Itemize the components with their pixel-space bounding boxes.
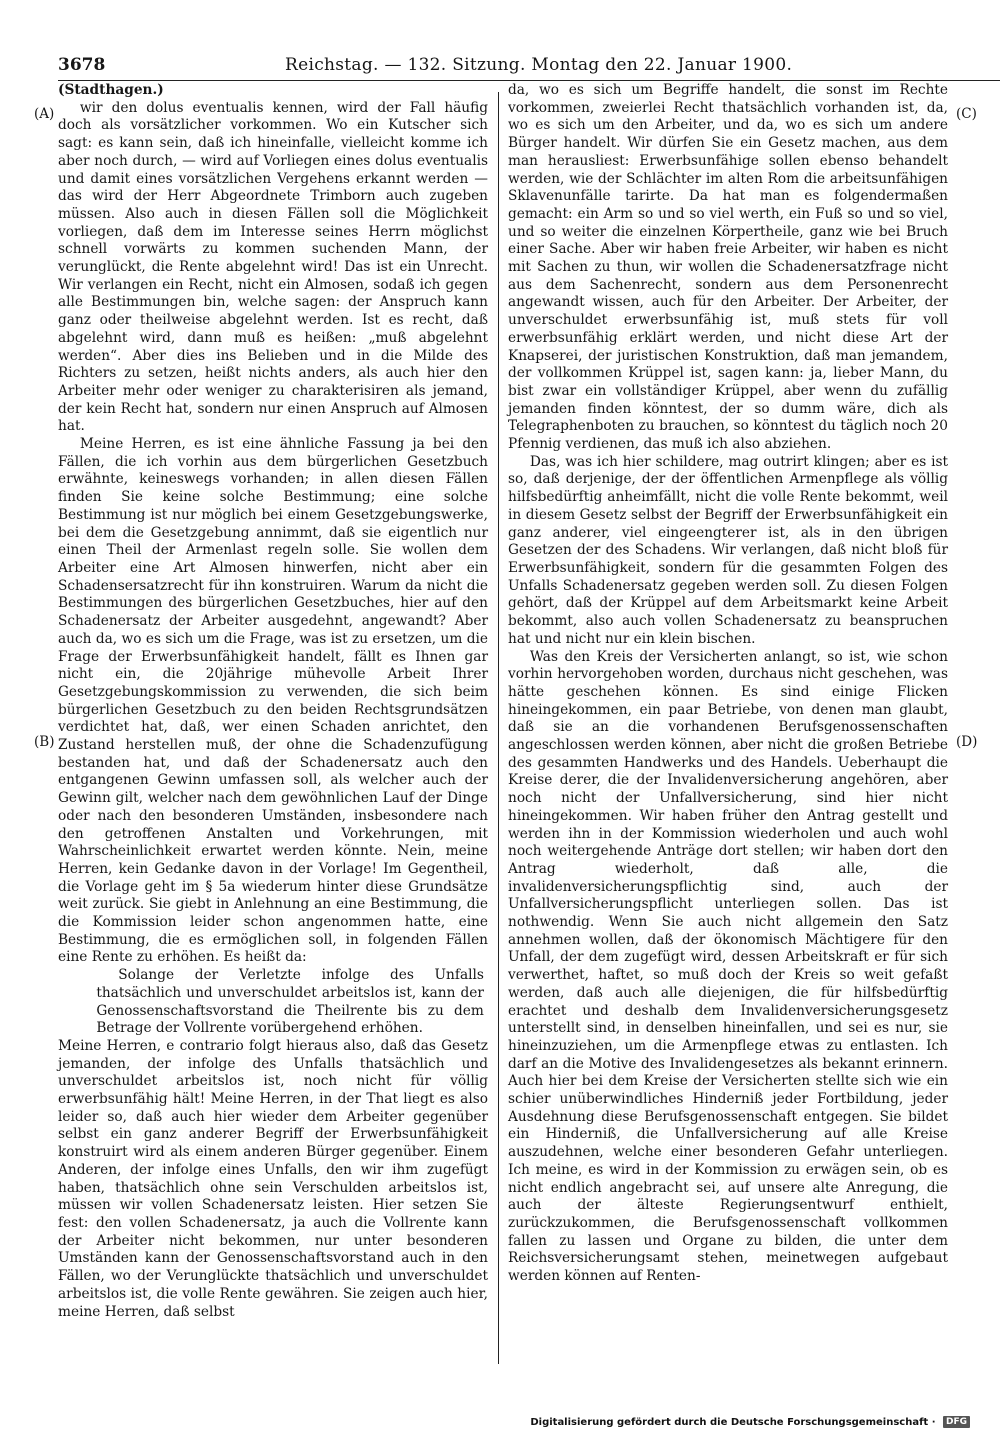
left-column xyxy=(58,82,488,1321)
block-quote: Solange der Verletzte infolge des Unfalls thatsächlich und unverschuldet arbeitslos ist, kann der Genossenschaftsvorstand die Theilrente bis zu dem Betrage der Vollrente vorübergehend erhöhen. xyxy=(96,967,484,1037)
header-rule xyxy=(58,80,1000,81)
margin-marker-b: (B) xyxy=(34,734,55,750)
running-title: Reichstag. — 132. Sitzung. Montag den 22. Januar 1900. xyxy=(285,55,793,75)
right-paragraph: Was den Kreis der Versicherten anlangt, so ist, wie schon vorhin hervorgehoben worden, durchaus nicht geschehen, was hätte geschehen können. Es sind einige Flicken hineingekommen, ein paar Betriebe, von denen man glaubt, daß sie an die vorhandenen Berufsgenossenschaften angeschlossen werden können, aber nicht die großen Betriebe des gesammten Handwerks und des Handels. Ueberhaupt die Kreise derer, die der Invalidenversicherung angehören, aber noch nicht der Unfallversicherung, sind hier nicht hineingekommen. Wir haben früher den Antrag gestellt und werden ihn in der Kommission wiederholen und auch wohl noch weitergehende Anträge dort stellen; wir haben dort den Antrag wiederholt, daß alle, die invalidenversicherungspflichtig sind, auch der Unfallversicherungspflicht unterliegen sollen. Das ist nothwendig. Wenn Sie auch nicht allgemein den Satz annehmen wollen, daß der ökonomisch Mächtigere für den Unfall, der dem zugefügt wird, dessen Arbeitskraft er für sich verwerthet, haftet, so muß doch der Kreis so weit gefaßt werden, daß auch alle diejenigen, die für hilfsbedürftig erachtet und deshalb dem Invalidenversicherungsgesetz unterstellt sind, in denselben hineinfallen, und sei es nur, sie hineinzuziehen, um die Armenpflege etwas zu entlasten. Ich darf an die Motive des Invalidengesetzes als bekannt erinnern. Auch hier bei dem Kreise der Versicherten stellte sich wie ein schier unüberwindliches Hinderniß jeder Fortbildung, jeder Ausdehnung diese Berufsgenossenschaft entgegen. Sie bildet ein Hinderniß, die Unfallversicherung auf alle Kreise auszudehnen, welche einer besonderen Gefahr unterliegen. Ich meine, es wird in der Kommission zu erwägen sein, ob es nicht endlich angebracht sei, auf unsere alte Anregung, die auch der älteste Regierungsentwurf enthielt, zurückzukommen, die Berufsgenossenschaft vollkommen fallen zu lassen und Organe zu bilden, die unter dem Reichsversicherungsamt stehen, meinetwegen aufgebaut werden können auf Renten- xyxy=(508,648,948,1285)
left-paragraph: wir den dolus eventualis kennen, wird der Fall häufig doch als vorsätzlicher vorkommen. Wo ein Kutscher sich sagt: es kann sein, daß ich hineinfalle, vielleicht komme ich aber noch durch, — wird auf Vorliegen eines dolus eventualis und damit eines vorsätzlichen Vergehens erkannt werden — das wird der Herr Abgeordnete Trimborn auch zugeben müssen. Also auch in diesen Fällen soll die Möglichkeit vorliegen, daß dem im Interesse seines Herrn möglichst schnell vorwärts zu kommen suchenden Mann, der verunglückt, die Rente abgelehnt wird! Das ist ein Unrecht. Wir verlangen ein Recht, nicht ein Almosen, sodaß ich gegen alle Bestimmungen bin, welche sagen: der Anspruch kann ganz oder theilweise abgelehnt werden. Ist es recht, daß abgelehnt wird, dann muß es heißen: „muß abgelehnt werden“. Aber dies ins Belieben und in die Milde des Richters zu setzen, heißt nichts anders, als auch hier den Arbeiter mehr oder weniger zu charakterisiren als jemand, der kein Recht hat, sondern nur einen Anspruch auf Almosen hat. xyxy=(58,99,488,435)
column-divider xyxy=(498,92,499,1364)
right-column xyxy=(508,82,948,1286)
margin-marker-d: (D) xyxy=(956,734,978,750)
margin-marker-a: (A) xyxy=(34,106,55,122)
dfg-logo: DFG xyxy=(943,1416,970,1428)
speaker-name: (Stadthagen.) xyxy=(58,82,164,98)
digitization-credit: Digitalisierung gefördert durch die Deutsche Forschungsgemeinschaft · DFG xyxy=(530,1416,970,1430)
margin-marker-c: (C) xyxy=(956,106,977,122)
right-paragraph: da, wo es sich um Begriffe handelt, die sonst im Rechte vorkommen, zweierlei Recht thatsächlich vorhanden ist, da, wo es sich um den Arbeiter, und da, wo es sich um andere Bürger handelt. Wir dürfen Sie ein Gesetz machen, aus dem man herausliest: Erwerbsunfähige sollen ebenso behandelt werden, wie der Schlächter im alten Rom die arbeitsunfähigen Sklavenunfälle tarirte. Da hat man es folgendermaßen gemacht: ein Arm so und so viel werth, ein Fuß so und so viel, und so weiter die einzelnen Körpertheile, ganz wie bei Bruch einer Sache. Aber wir haben freie Arbeiter, wir haben es nicht mit Sachen zu thun, wir wollen die Schadenersatzfrage nicht aus dem Sachenrecht, sondern aus dem Personenrecht angewandt wissen, auch für den Arbeiter. Der Arbeiter, der unverschuldet erwerbsunfähig ist, muß stets für voll erwerbsunfähig erklärt werden, und nicht diese Art der Knapserei, der juristischen Konstruktion, daß man jemandem, der vollkommen Krüppel ist, sagen kann: ja, lieber Mann, du bist zwar ein vollständiger Krüppel, aber wenn du zufällig jemanden finden könntest, der so dumm wäre, dich als Telegraphenboten zu brauchen, so könntest du täglich noch 20 Pfennig verdienen, das muß ich also abziehen. xyxy=(508,82,948,453)
credit-text: Digitalisierung gefördert durch die Deutsche Forschungsgemeinschaft xyxy=(530,1417,929,1428)
page-number: 3678 xyxy=(58,55,106,75)
page-header xyxy=(58,50,1000,80)
right-paragraph: Das, was ich hier schildere, mag outrirt klingen; aber es ist so, daß derjenige, der der öffentlichen Armenpflege als völlig hilfsbedürftig anheimfällt, nicht die volle Rente bekommt, weil in diesem Gesetz selbst der Begriff der Erwerbsunfähigkeit ein ganz anderer, viel eingeengterer ist, als in den übrigen Gesetzen der des Schadens. Wir verlangen, daß nicht bloß für Erwerbsunfähigkeit, sondern für die gesammten Folgen des Unfalls Schadenersatz gegeben werden soll. Zu diesen Folgen gehört, daß der Krüppel auf dem Arbeitsmarkt keine Arbeit bekommt, also auch vollen Schadenersatz zu beanspruchen hat und nicht nur ein klein bischen. xyxy=(508,453,948,647)
left-paragraph: Meine Herren, e contrario folgt hieraus also, daß das Gesetz jemanden, der infolge des Unfalls thatsächlich und unverschuldet arbeitslos ist, noch nicht für völlig erwerbsunfähig hält! Meine Herren, in der That liegt es also leider so, daß auch hier wieder dem Arbeiter gegenüber selbst ein ganz anderer Begriff der Erwerbsunfähigkeit konstruirt wird als einem anderen Bürger gegenüber. Einem Anderen, der infolge eines Unfalls, den wir ihm zugefügt haben, thatsächlich ohne sein Verschulden arbeitslos ist, müssen wir vollen Schadenersatz leisten. Hier setzen Sie fest: den vollen Schadenersatz, ja auch die Vollrente kann der Arbeiter nicht bekommen, nur unter besonderen Umständen kann der Genossenschaftsvorstand auch in den Fällen, wo der Verunglückte thatsächlich und unverschuldet arbeitslos ist, die volle Rente gewähren. Sie zeigen auch hier, meine Herren, daß selbst xyxy=(58,1037,488,1320)
left-paragraph: Meine Herren, es ist eine ähnliche Fassung ja bei den Fällen, die ich vorhin aus dem bürgerlichen Gesetzbuch erwähnte, keineswegs vorhanden; in allen diesen Fällen finden Sie keine solche Bestimmung; eine solche Bestimmung ist nur möglich bei einem Gesetzgebungswerke, bei dem die Gesetzgebung annimmt, daß sie eigentlich nur einen Theil der Armenlast regeln solle. Sie wollen dem Arbeiter eine Art Almosen hinwerfen, nicht aber ein Schadensersatzrecht für ihn konstruiren. Warum da nicht die Bestimmungen des bürgerlichen Gesetzbuches, hier auf den Schadenersatz der Arbeiter ausgedehnt, angewandt? Aber auch da, wo es sich um die Frage, was ist zu ersetzen, um die Frage der Erwerbsunfähigkeit handelt, fällt es Ihnen gar nicht ein, die 20jährige mühevolle Arbeit Ihrer Gesetzgebungskommission zu verwenden, die sich beim bürgerlichen Gesetzbuch zu den beiden Rechtsgrundsätzen verdichtet hat, daß, wer einen Schaden anrichtet, den Zustand herstellen muß, der ohne die Schadenzufügung bestanden hat, und daß der Schadenersatz auch den entgangenen Gewinn umfassen soll, als welcher auch der Gewinn gilt, welcher nach dem gewöhnlichen Lauf der Dinge oder nach den besonderen Umständen, insbesondere nach den getroffenen Anstalten und Vorkehrungen, mit Wahrscheinlichkeit erwartet werden könnte. Nein, meine Herren, kein Gedanke davon in der Vorlage! Im Gegentheil, die Vorlage geht im § 5a wiederum hinter diese Grundsätze weit zurück. Sie giebt in Anlehnung an eine Bestimmung, die die Kommission leider schon angenommen hatte, eine Bestimmung, die es ermöglichen soll, in folgenden Fällen eine Rente zu erhöhen. Es heißt da: xyxy=(58,436,488,966)
